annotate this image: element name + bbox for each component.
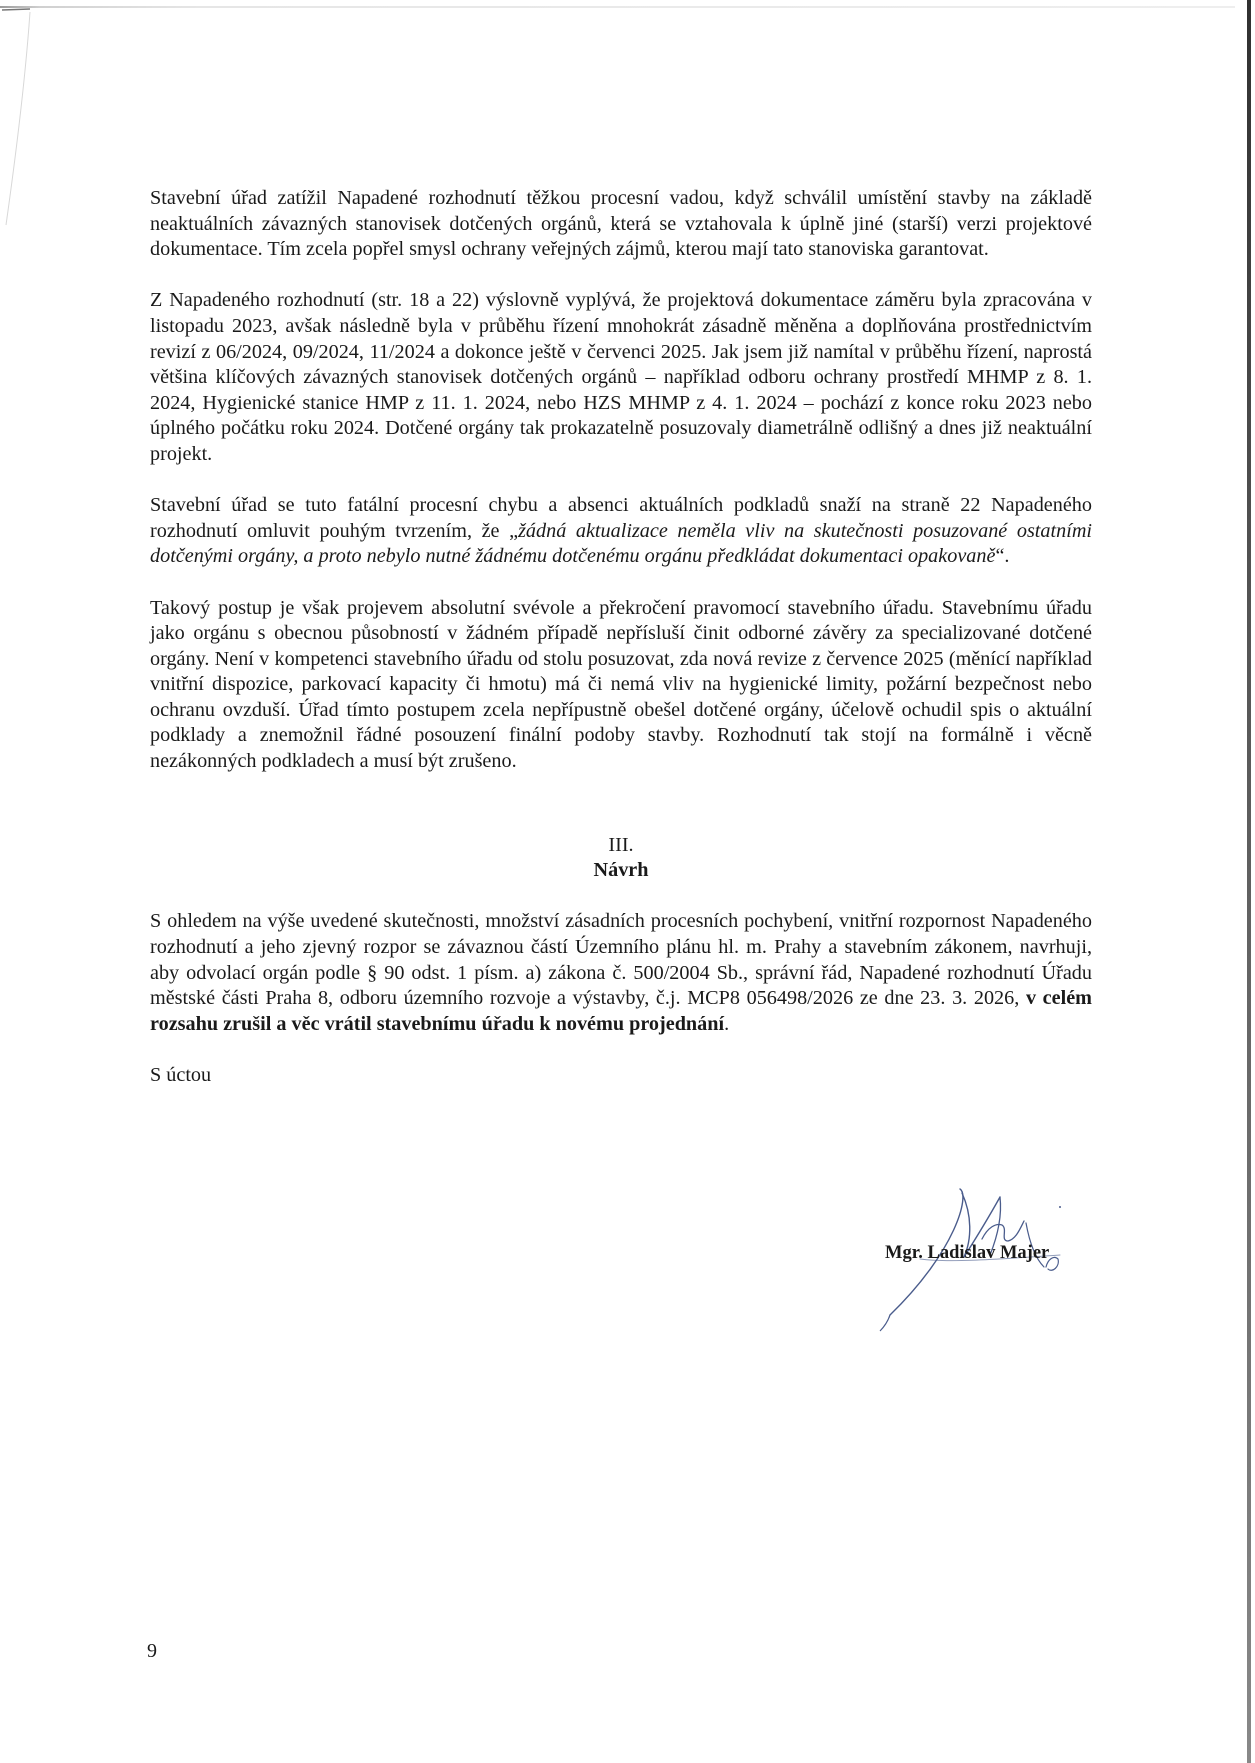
paragraph-proposal xyxy=(150,909,1092,1037)
signatory-name: Mgr. Ladislav Majer xyxy=(885,1243,1050,1263)
paragraph-office-claim-start: Stavební úřad se tuto fatální procesní chybu a absenci aktuálních podkladů snaží na straně 22 Napadeného rozhodnutí omluvit pouhým tvrzením, že „ xyxy=(150,494,1092,542)
signature-block xyxy=(860,1155,1160,1335)
document-body xyxy=(150,186,1092,1089)
page-number: 9 xyxy=(147,1640,157,1662)
closing-salutation: S úctou xyxy=(150,1064,212,1086)
scan-edge-left xyxy=(0,0,60,230)
paragraph-documentation-revisions: Z Napadeného rozhodnutí (str. 18 a 22) výslovně vyplývá, že projektová dokumentace záměru byla zpracována v listopadu 2023, avšak následně byla v průběhu řízení mnohokrát zásadně měněna a doplňována prostřednictvím revizí z 06/2024, 09/2024, 11/2024 a dokonce ještě v červenci 2025. Jak jsem již namítal v průběhu řízení, naprostá většina klíčových závazných stanovisek dotčených orgánů – například odboru ochrany prostředí MHMP z 8. 1. 2024, Hygienické stanice HMP z 11. 1. 2024, nebo HZS MHMP z 4. 1. 2024 – pochází z konce roku 2023 nebo úplného počátku roku 2024. Dotčené orgány tak prokazatelně posuzovaly diametrálně odlišný a dnes již neaktuální projekt. xyxy=(150,289,1092,465)
paragraph-arbitrariness: Takový postup je však projevem absolutní svévole a překročení pravomocí stavebního úřadu. Stavebnímu úřadu jako orgánu s obecnou působností v žádném případě nepřísluší činit odborné závěry za specializované dotčené orgány. Není v kompetenci stavebního úřadu od stolu posuzovat, zda nová revize z července 2025 (měnící například vnitřní dispozice, parkovací kapacity či hmotu) má či nemá vliv na hygienické limity, požární bezpečnost nebo ochranu ovzduší. Úřad tímto postupem zcela nepřípustně obešel dotčené orgány, účelově ochudil spis o aktuální podklady a znemožnil řádné posouzení finální podoby stavby. Rozhodnutí tak stojí na formálně i věcně nezákonných podkladech a musí být zrušeno. xyxy=(150,596,1092,773)
paragraph-proposal-start: S ohledem na výše uvedené skutečnosti, množství zásadních procesních pochybení, vnitřní rozpornost Napadeného rozhodnutí a jeho zjevný rozpor se závaznou částí Územního plánu hl. m. Prahy a stavebním zákonem, navrhuji, aby odvolací orgán podle § 90 odst. 1 písm. a) zákona č. 500/2004 Sb., správní řád, Napadené rozhodnutí Úřadu městské části Praha 8, odboru územního rozvoje a výstavby, č.j. MCP8 056498/2026 ze dne 23. 3. 2026, xyxy=(150,910,1092,1010)
proposal-emphasis: v celém rozsahu zrušil a věc vrátil stavebnímu úřadu k novému projednání xyxy=(150,987,1092,1035)
paragraph-procedural-defect: Stavební úřad zatížil Napadené rozhodnutí těžkou procesní vadou, když schválil umístění stavby na základě neaktuálních závazných stanovisek dotčených orgánů, která se vztahovala k úplně jiné (starší) verzi projektové dokumentace. Tím zcela popřel smysl ochrany veřejných zájmů, kterou mají tato stanoviska garantovat. xyxy=(150,187,1092,261)
scan-edge-top xyxy=(0,6,1235,8)
section-title: Návrh xyxy=(593,859,649,882)
quoted-statement: žádná aktualizace neměla vliv na skutečnosti posuzované ostatními dotčenými orgány, a proto nebylo nutné žádnému dotčenému orgánu předkládat dokumentaci opakovaně xyxy=(150,519,1093,568)
paragraph-proposal-end: . xyxy=(724,1012,730,1035)
section-number: III. xyxy=(608,833,634,856)
scan-edge-right xyxy=(1247,0,1251,1763)
paragraph-office-claim xyxy=(150,493,1092,570)
paragraph-office-claim-end: “. xyxy=(995,545,1010,568)
section-heading xyxy=(150,833,1092,884)
